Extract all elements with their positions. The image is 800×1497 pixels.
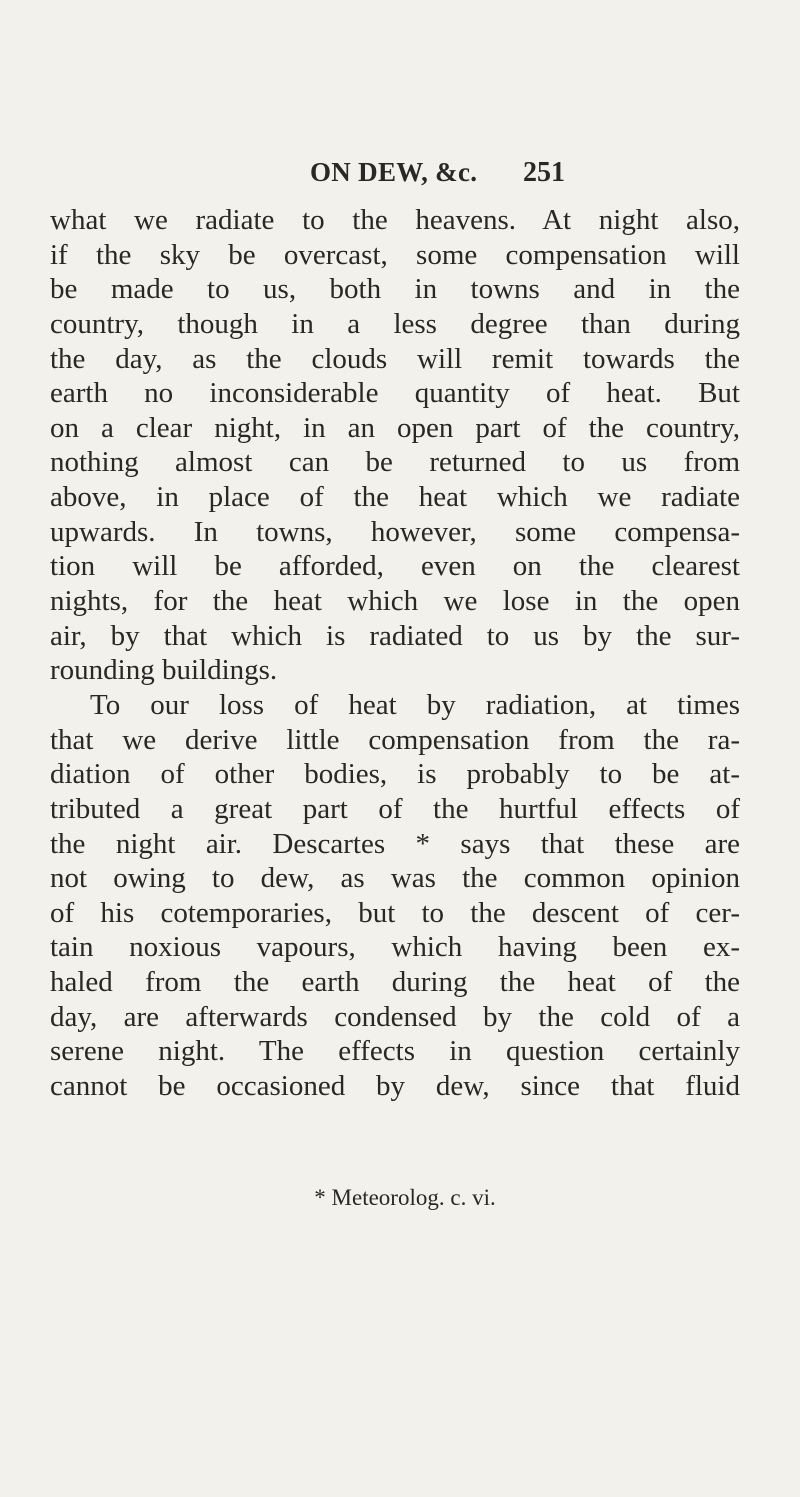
text-line: rounding buildings.: [50, 654, 278, 687]
body-text: [50, 203, 740, 1104]
text-line: tributed a great part of the hurtful effects of: [50, 792, 740, 825]
running-head-title: ON DEW, &c.: [310, 157, 478, 187]
text-line: the day, as the clouds will remit towards the: [50, 342, 740, 375]
footnote: * Meteorolog. c. vi.: [314, 1185, 496, 1210]
text-line: tion will be afforded, even on the clearest: [50, 550, 740, 583]
text-line: haled from the earth during the heat of the: [50, 966, 740, 999]
text-line: nothing almost can be returned to us from: [50, 446, 740, 479]
text-line: of his cotemporaries, but to the descent of cer-: [50, 896, 740, 929]
paragraph-start-line: To our loss of heat by radiation, at times: [90, 688, 740, 721]
text-line: that we derive little compensation from the ra-: [50, 723, 740, 756]
text-line: be made to us, both in towns and in the: [50, 273, 740, 306]
text-line: the night air. Descartes * says that these are: [50, 827, 740, 860]
text-line: on a clear night, in an open part of the country,: [50, 411, 740, 444]
text-line: if the sky be overcast, some compensation will: [50, 238, 740, 271]
text-line: diation of other bodies, is probably to be at-: [50, 758, 740, 791]
running-head: [255, 157, 575, 191]
text-line: earth no inconsiderable quantity of heat. But: [50, 377, 740, 410]
text-line: nights, for the heat which we lose in the open: [50, 585, 740, 618]
text-line: tain noxious vapours, which having been ex-: [50, 931, 740, 964]
text-line: cannot be occasioned by dew, since that fluid: [50, 1070, 740, 1103]
text-line: upwards. In towns, however, some compensa-: [50, 515, 740, 548]
page-number: 251: [523, 157, 565, 188]
text-line: what we radiate to the heavens. At night also,: [50, 204, 740, 236]
text-line: day, are afterwards condensed by the cold of a: [50, 1000, 740, 1033]
text-line: not owing to dew, as was the common opinion: [50, 862, 740, 895]
text-line: air, by that which is radiated to us by the sur-: [50, 619, 740, 652]
text-line: above, in place of the heat which we radiate: [50, 481, 740, 514]
text-line: serene night. The effects in question certainly: [50, 1035, 740, 1068]
text-line: country, though in a less degree than during: [50, 307, 740, 340]
